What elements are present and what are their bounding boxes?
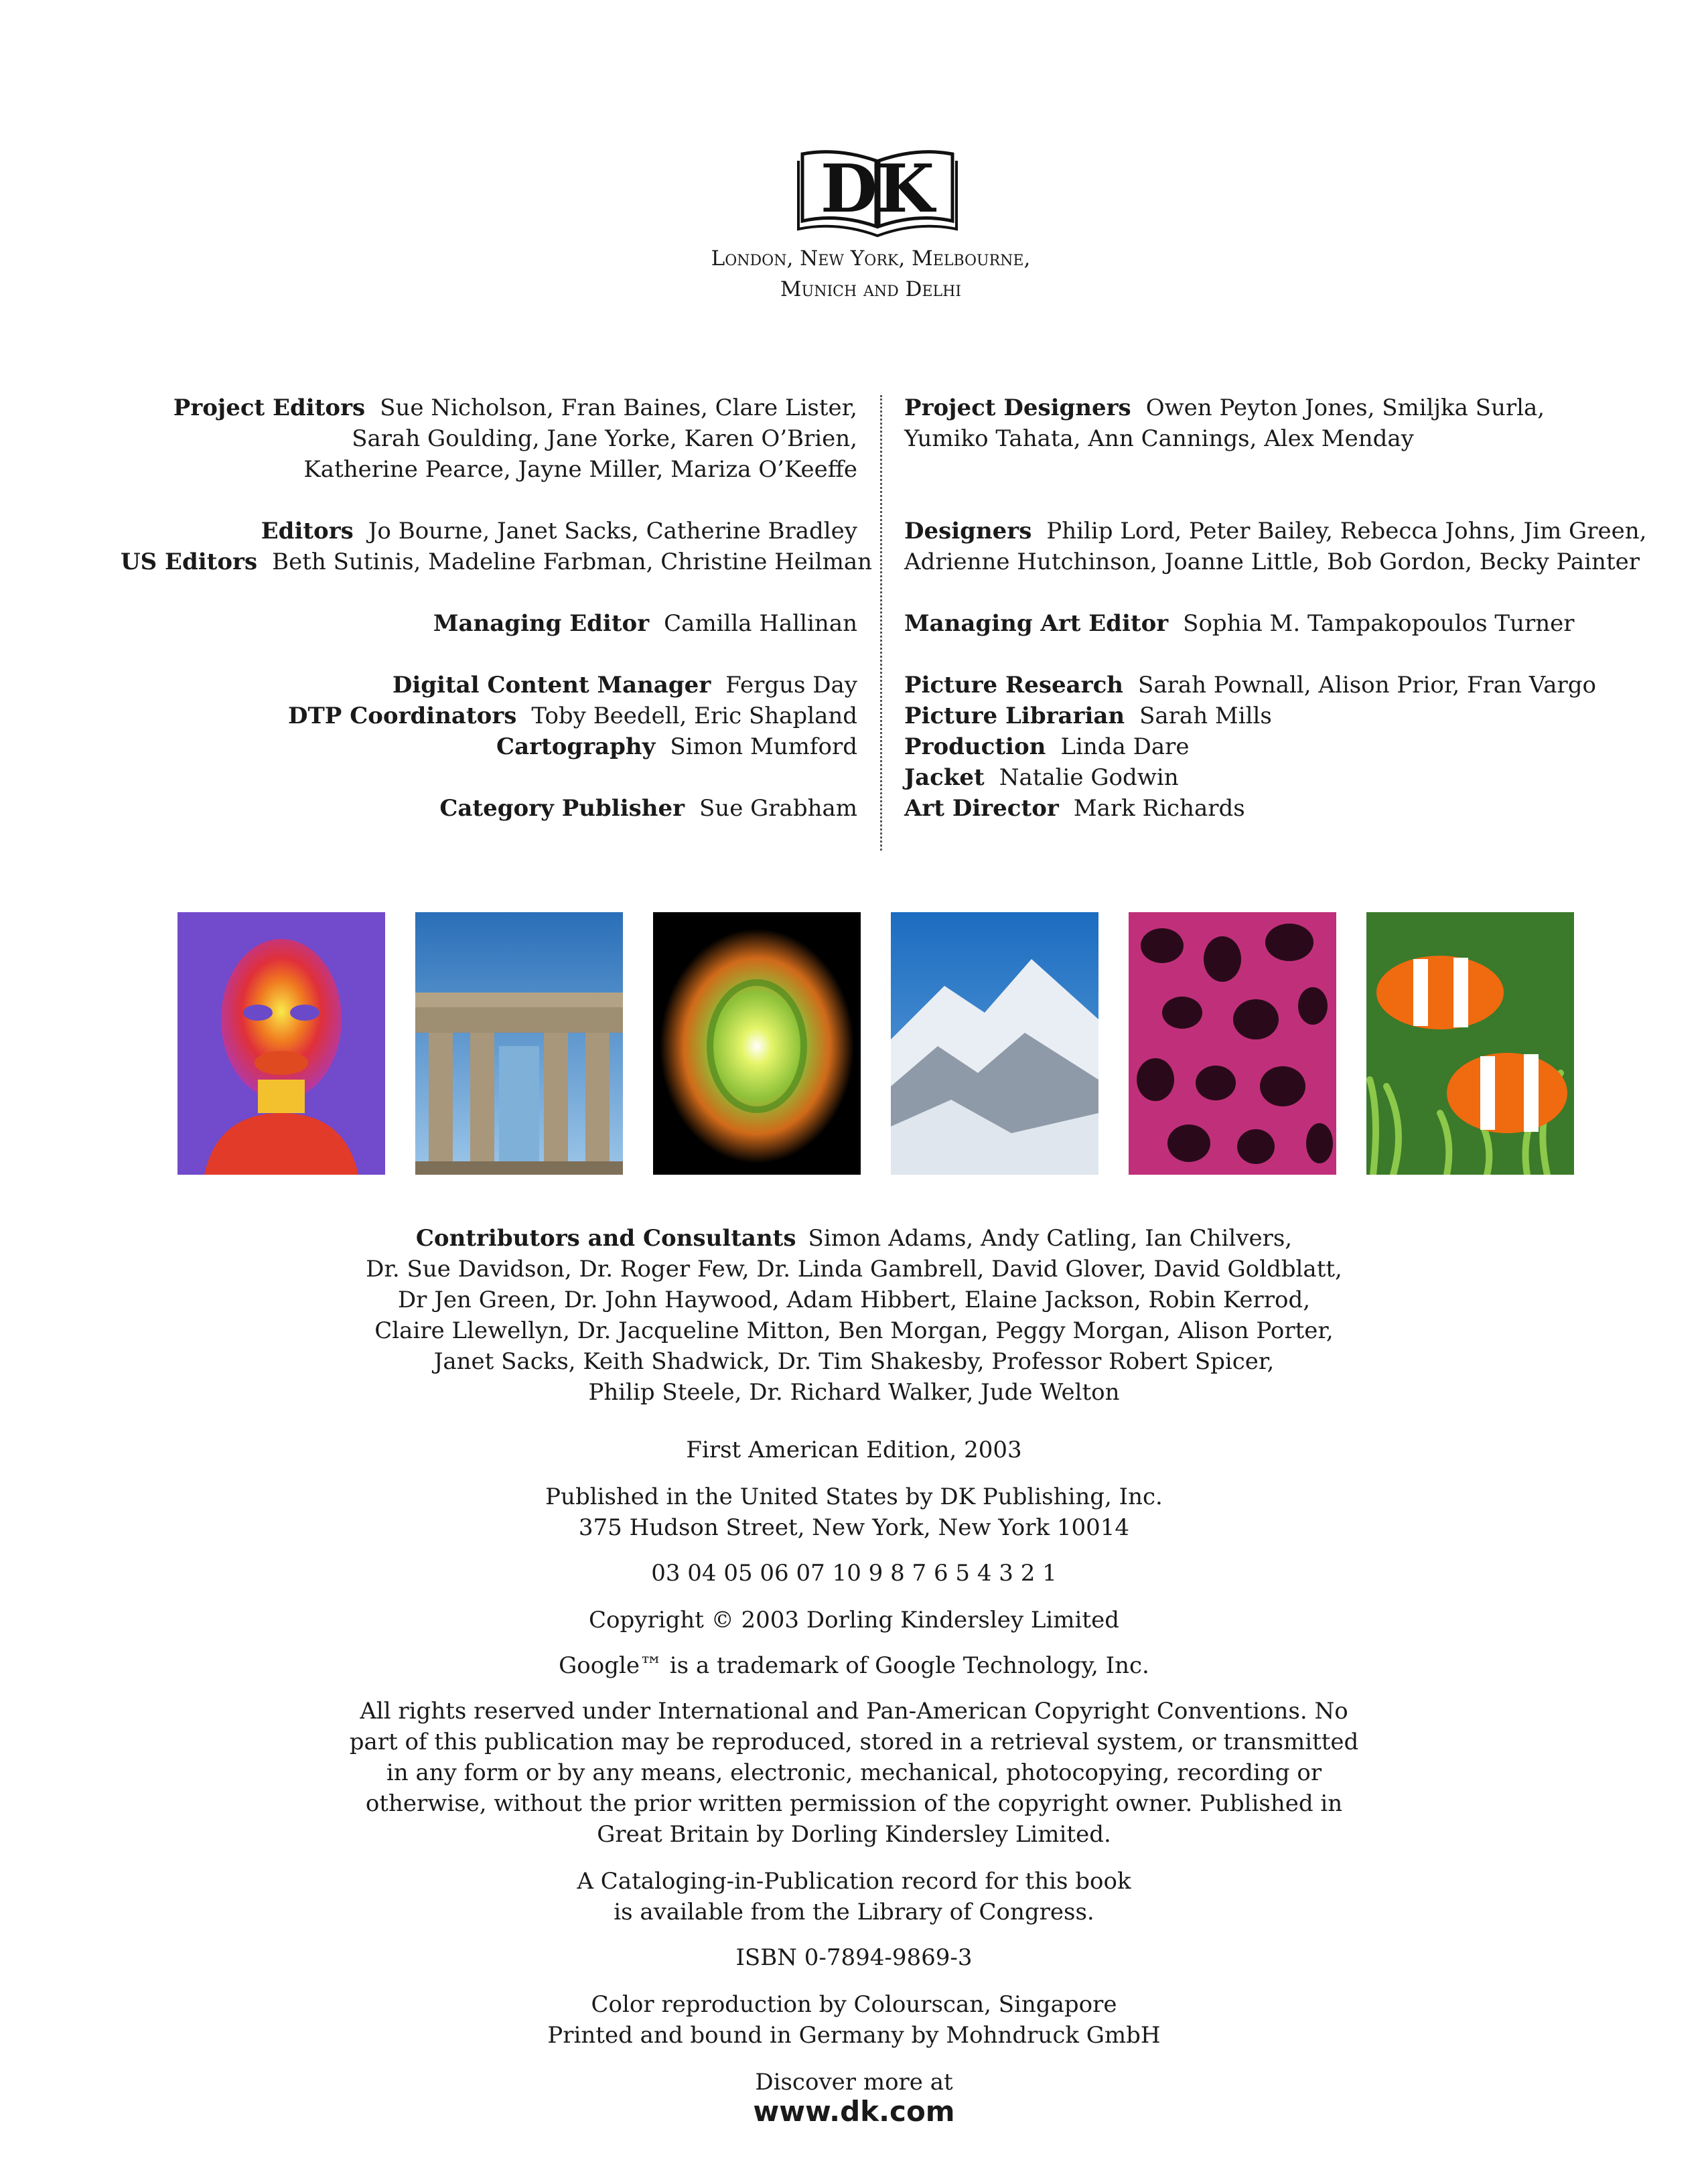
rights-line-4: otherwise, without the prior written permission of the copyright owner. Published in [365,1790,1343,1817]
rights-line-3: in any form or by any means, electronic, mechanical, photocopying, recording or [386,1759,1322,1786]
credit-line [121,731,857,762]
credit-names: Sarah Goulding, Jane Yorke, Karen O’Brien, [352,425,857,452]
credit-role: Production [904,733,1046,760]
contributors-line-5: Janet Sacks, Keith Shadwick, Dr. Tim Shakesby, Professor Robert Spicer, [433,1348,1275,1375]
contributors-line-4: Claire Llewellyn, Dr. Jacqueline Mitton, Ben Morgan, Peggy Morgan, Alison Porter, [374,1317,1334,1344]
isbn-text: ISBN 0-7894-9869-3 [735,1944,973,1971]
credit-role: Editors [261,518,354,544]
color-repro-text: Color reproduction by Colourscan, Singapore [591,1991,1117,2018]
snowy-mountain-image [891,912,1098,1175]
credit-names: Katherine Pearce, Jayne Miller, Mariza O’Keeffe [303,456,857,483]
credit-names: Beth Sutinis, Madeline Farbman, Christine Heilman [272,549,873,575]
credit-names: Sue Grabham [699,795,857,822]
rights-line-5: Great Britain by Dorling Kindersley Limited. [597,1821,1111,1848]
publisher-line-1: Published in the United States by DK Publishing, Inc. [545,1483,1163,1510]
credit-role: Digital Content Manager [392,672,711,699]
credit-names: Adrienne Hutchinson, Joanne Little, Bob Gordon, Becky Painter [904,549,1640,575]
rights-line-1: All rights reserved under International and Pan-American Copyright Conventions. No [360,1698,1348,1725]
dk-logo [797,141,958,241]
credit-role: DTP Coordinators [288,703,517,729]
contributors-line-1: Contributors and Consultants Simon Adams, Andy Catling, Ian Chilvers, [415,1225,1293,1252]
credit-line [904,392,1641,423]
greek-temple-image [415,912,623,1175]
credit-line [904,423,1641,454]
credit-role: Cartography [496,733,656,760]
credit-names: Sarah Pownall, Alison Prior, Fran Vargo [1138,672,1596,699]
credit-names: Natalie Godwin [999,764,1179,791]
credit-line [904,547,1641,577]
svg-text:DK: DK [820,151,935,228]
credit-role: Art Director [904,795,1059,822]
clownfish-image [1366,912,1574,1175]
discover-text: Discover more at [755,2069,953,2096]
credit-names: Sarah Mills [1139,703,1272,729]
cities-line-2: Munich and Delhi [780,277,962,301]
thermal-face-image [177,912,385,1175]
credit-line [121,516,857,547]
printing-line: 03 04 05 06 07 10 9 8 7 6 5 4 3 2 1 [651,1560,1057,1587]
credit-names: Sue Nicholson, Fran Baines, Clare Lister, [380,394,857,421]
credit-names: Fergus Day [725,672,857,699]
trademark-text: Google™ is a trademark of Google Technology, Inc. [559,1652,1149,1679]
dk-book-logo-icon [797,141,958,241]
credit-line [904,762,1641,793]
credit-role: Picture Librarian [904,703,1125,729]
credit-names: Toby Beedell, Eric Shapland [531,703,857,729]
credit-line [121,454,857,485]
credit-role: Jacket [904,764,985,791]
credit-line [121,670,857,701]
credit-role: Designers [904,518,1032,544]
credit-role: Managing Editor [433,610,650,637]
credit-names: Linda Dare [1060,733,1190,760]
credit-line [904,516,1647,547]
credit-line [904,793,1641,824]
contributors-line-6: Philip Steele, Dr. Richard Walker, Jude Welton [588,1379,1120,1406]
credit-names: Simon Mumford [670,733,857,760]
credit-line [904,608,1641,639]
contributors-role: Contributors and Consultants [415,1225,796,1252]
website-link[interactable]: www.dk.com [753,2095,955,2128]
credit-line [904,670,1641,701]
copyright-text: Copyright © 2003 Dorling Kindersley Limited [589,1607,1119,1633]
credit-names: Sophia M. Tampakopoulos Turner [1183,610,1575,637]
cities-line-1: London, New York, Melbourne, [711,246,1031,271]
credit-line [904,731,1641,762]
credit-line [121,793,857,824]
credit-names: Owen Peyton Jones, Smiljka Surla, [1145,394,1545,421]
credit-line [121,392,857,423]
rights-line-2: part of this publication may be reproduced, stored in a retrieval system, or transmitted [349,1729,1359,1755]
credit-line [121,547,873,577]
credit-names: Yumiko Tahata, Ann Cannings, Alex Menday [904,425,1414,452]
contributors-line-3: Dr Jen Green, Dr. John Haywood, Adam Hibbert, Elaine Jackson, Robin Kerrod, [397,1287,1311,1313]
nebula-image [653,912,861,1175]
credit-role: Project Designers [904,394,1131,421]
coral-bone-image [1129,912,1336,1175]
contributors-line-2: Dr. Sue Davidson, Dr. Roger Few, Dr. Linda Gambrell, David Glover, David Goldblatt, [366,1256,1342,1283]
credit-line [121,608,857,639]
credit-line [904,701,1641,731]
credit-role: Picture Research [904,672,1124,699]
column-divider [880,395,882,851]
cip-line-1: A Cataloging-in-Publication record for this book [577,1868,1131,1895]
cip-line-2: is available from the Library of Congress. [614,1899,1094,1925]
edition-text: First American Edition, 2003 [686,1437,1022,1463]
credit-role: US Editors [121,549,258,575]
credit-role: Category Publisher [439,795,685,822]
printed-text: Printed and bound in Germany by Mohndruck GmbH [547,2022,1161,2049]
credit-role: Managing Art Editor [904,610,1169,637]
credit-line [121,701,857,731]
credit-role: Project Editors [173,394,366,421]
credit-names: Mark Richards [1073,795,1245,822]
credit-line [121,423,857,454]
publisher-line-2: 375 Hudson Street, New York, New York 10014 [578,1514,1130,1541]
credit-names: Camilla Hallinan [664,610,857,637]
credit-names: Jo Bourne, Janet Sacks, Catherine Bradley [368,518,857,544]
credit-names: Philip Lord, Peter Bailey, Rebecca Johns, Jim Green, [1046,518,1647,544]
